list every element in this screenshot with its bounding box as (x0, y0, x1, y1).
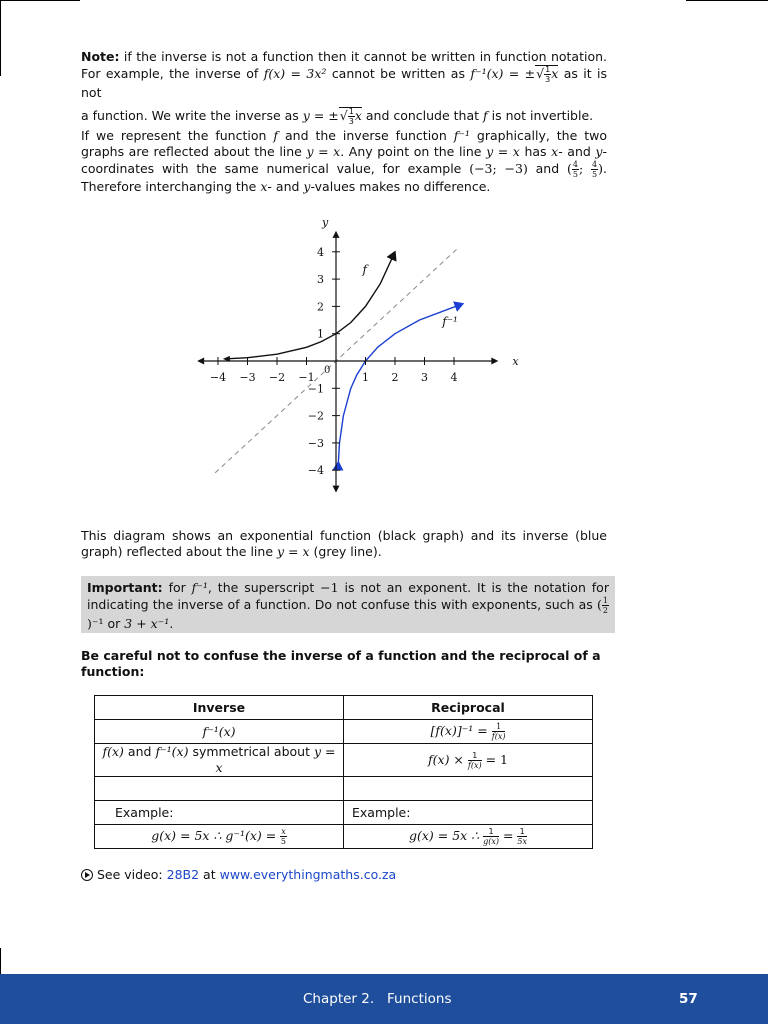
paren: ( (566, 161, 572, 176)
note-paragraph (81, 48, 607, 126)
para-text: -coordinates with the same numerical value, for example (81, 144, 607, 176)
y-axis-arrow (333, 486, 340, 493)
crop-mark (0, 0, 1, 76)
frac-den: 3 (348, 117, 354, 126)
para-text: . Therefore interchanging the (81, 161, 607, 194)
frac-den: 5x (517, 837, 528, 846)
inverse-reciprocal-table (94, 695, 593, 849)
para-text: and (535, 161, 560, 176)
important-text: for (168, 580, 186, 595)
note-text: a function. We write the inverse as (81, 108, 299, 123)
video-code-link[interactable]: 28B2 (166, 867, 200, 882)
para-text: and the inverse function (284, 128, 447, 143)
origin-label: 0 (324, 365, 331, 376)
table-row (95, 696, 593, 720)
math-var: x (354, 108, 362, 123)
note-label: Note: (81, 49, 120, 64)
para-text: - and (267, 179, 300, 194)
x-tick-label: 4 (450, 371, 458, 384)
math-var: f (273, 128, 279, 143)
important-text: . (169, 616, 174, 631)
table-row (95, 801, 593, 825)
frac-den: g(x) (483, 837, 499, 846)
y-tick-label: 2 (317, 300, 324, 314)
frac-num: 4 (592, 160, 598, 169)
para-text: . Any point on the line (340, 144, 482, 159)
math-var: x (551, 66, 559, 81)
math-expression: f(x) = 3x² (263, 66, 327, 81)
x-tick-label: −3 (239, 371, 256, 384)
para-text: has (524, 144, 547, 159)
math-expression: g(x) = 5x ∴ (408, 828, 484, 843)
para-text: If we represent the function (81, 128, 267, 143)
math-expression: f⁻¹(x) (155, 744, 189, 759)
website-link[interactable]: www.everythingmaths.co.za (219, 867, 397, 882)
math-value: −1 (320, 580, 339, 595)
math-var: x (551, 144, 559, 159)
caption-text: This diagram shows an exponential function (black graph) and its inverse (blue graph) reflected about the line (81, 528, 607, 559)
table-row (95, 825, 593, 849)
math-expression: y = x (306, 144, 341, 159)
x-tick-label: 1 (362, 371, 369, 384)
frac-den: 3 (545, 75, 551, 84)
x-tick-label: 3 (421, 371, 428, 384)
video-line (81, 867, 607, 883)
frac-den: f(x) (467, 760, 482, 770)
math-expression: f⁻¹(x) = ± (470, 66, 536, 81)
y-axis-arrow (333, 231, 340, 238)
y-axis-label: y (322, 216, 329, 229)
table-row (95, 744, 593, 777)
y-tick-label: −3 (307, 436, 324, 450)
frac-num: 1 (492, 722, 506, 732)
math-expression: [f(x)]⁻¹ = (430, 723, 492, 738)
table-cell (344, 720, 593, 744)
careful-heading (81, 648, 607, 680)
y-tick-label: −2 (307, 409, 324, 423)
table-cell-empty (344, 777, 593, 801)
math-expression: y = x (277, 544, 310, 559)
note-text: is not invertible. (491, 108, 594, 123)
important-box (81, 576, 615, 633)
x-tick-label: −2 (268, 371, 286, 384)
note-text: if the inverse is not a function then it cannot be written in function notation. For example, the inverse of (81, 49, 607, 81)
sqrt-expression: √ $\frac{1}{3}$ x (536, 65, 559, 84)
reflection-paragraph (81, 128, 607, 195)
frac-num: 1 (468, 751, 482, 761)
frac-den: 5 (572, 170, 578, 179)
x-axis-arrow (197, 358, 204, 365)
paren: ( (597, 597, 602, 612)
page-number: 57 (679, 991, 698, 1007)
series-line (227, 252, 395, 359)
table-cell (344, 744, 593, 777)
cell-text: symmetrical about (192, 744, 310, 759)
crop-mark (0, 0, 80, 1)
math-expression: f(x) × (428, 751, 468, 767)
note-text: cannot be written as (331, 66, 465, 81)
table-header-inverse: Inverse (95, 696, 344, 720)
frac-num: 4 (572, 160, 578, 169)
graph-caption (81, 528, 607, 560)
frac-den: 2 (602, 606, 608, 615)
x-axis-label: x (512, 355, 519, 368)
cell-text: and (127, 744, 152, 759)
math-var: x (260, 179, 268, 194)
series-label-finv: f⁻¹ (442, 314, 458, 329)
example-label: Example: (344, 801, 593, 825)
crop-mark (0, 948, 1, 974)
frac-den: f(x) (491, 732, 506, 741)
note-text: and conclude that (365, 108, 480, 123)
function-inverse-graph (180, 210, 519, 505)
important-text: or (107, 616, 121, 631)
y-tick-label: 3 (317, 273, 324, 287)
table-cell-empty (95, 777, 344, 801)
frac-den: 5 (592, 170, 598, 179)
video-label: See video: (96, 867, 163, 882)
play-circle-icon[interactable] (81, 869, 93, 881)
x-tick-label: 2 (391, 371, 399, 384)
frac-num: 1 (545, 65, 551, 74)
table-cell (95, 744, 344, 777)
math-expression: 3 + x⁻¹ (124, 616, 170, 631)
frac-num: 1 (483, 827, 499, 837)
y-tick-label: 1 (317, 327, 324, 341)
math-var: f (483, 108, 488, 123)
page-footer (0, 974, 768, 1024)
frac-num: 1 (517, 827, 527, 837)
math-var: y (303, 179, 311, 194)
math-expression: g(x) = 5x ∴ g⁻¹(x) = (151, 828, 281, 843)
table-cell (95, 825, 344, 849)
frac-num: 1 (602, 596, 608, 605)
x-tick-label: −1 (298, 371, 315, 384)
math-point (566, 160, 603, 179)
paren: )⁻¹ (87, 616, 104, 631)
series-label-f: f (362, 262, 368, 277)
math-expression: = (498, 828, 518, 843)
chapter-title: Chapter 2. Functions (303, 991, 452, 1007)
important-label: Important: (87, 580, 163, 595)
paren: ) (598, 161, 603, 176)
table-header-reciprocal: Reciprocal (344, 696, 593, 720)
para-text: graphically, the two graphs are reflected about the line (81, 128, 607, 159)
table-cell (344, 825, 593, 849)
math-expression: f⁻¹(x) (202, 723, 236, 739)
example-label: Example: (95, 801, 344, 825)
math-var: f⁻¹ (191, 580, 208, 595)
math-expression: y = x (215, 744, 336, 775)
x-axis-arrow (491, 358, 498, 365)
math-expression: y = x (486, 144, 520, 159)
math-expression: = 1 (481, 751, 508, 767)
math-var: f⁻¹ (453, 128, 470, 143)
y-tick-label: 4 (317, 245, 324, 259)
video-at: at (203, 867, 216, 882)
careful-text: Be careful not to confuse the inverse of a function and the reciprocal of a function: (81, 648, 601, 679)
table-cell (95, 720, 344, 744)
sqrt-expression: √ $\frac{1}{3}$ x (339, 107, 362, 126)
para-text: -values makes no difference. (310, 179, 491, 194)
math-point: (−3; −3) (469, 161, 528, 176)
frac-den: 5 (280, 837, 287, 846)
math-var: y (595, 144, 603, 159)
frac-num: 1 (348, 107, 354, 116)
important-text: is not an exponent. It is the notation for indicating the inverse of a function. Do not confuse this with exponents, such as (87, 580, 609, 612)
caption-text: (grey line). (313, 544, 382, 559)
important-text: , the superscript (207, 580, 315, 595)
para-text: - and (558, 144, 591, 159)
y-tick-label: −4 (307, 464, 324, 478)
table-row (95, 720, 593, 744)
math-expression: y = ± (302, 108, 339, 123)
crop-mark (686, 0, 768, 1)
note-text: as it is not (81, 66, 608, 100)
table-row (95, 777, 593, 801)
y-tick-label: −1 (307, 382, 324, 396)
separator: ; (578, 161, 591, 176)
x-tick-label: −4 (209, 371, 227, 384)
frac-num: x (281, 827, 286, 836)
math-expression: f(x) (102, 744, 124, 759)
